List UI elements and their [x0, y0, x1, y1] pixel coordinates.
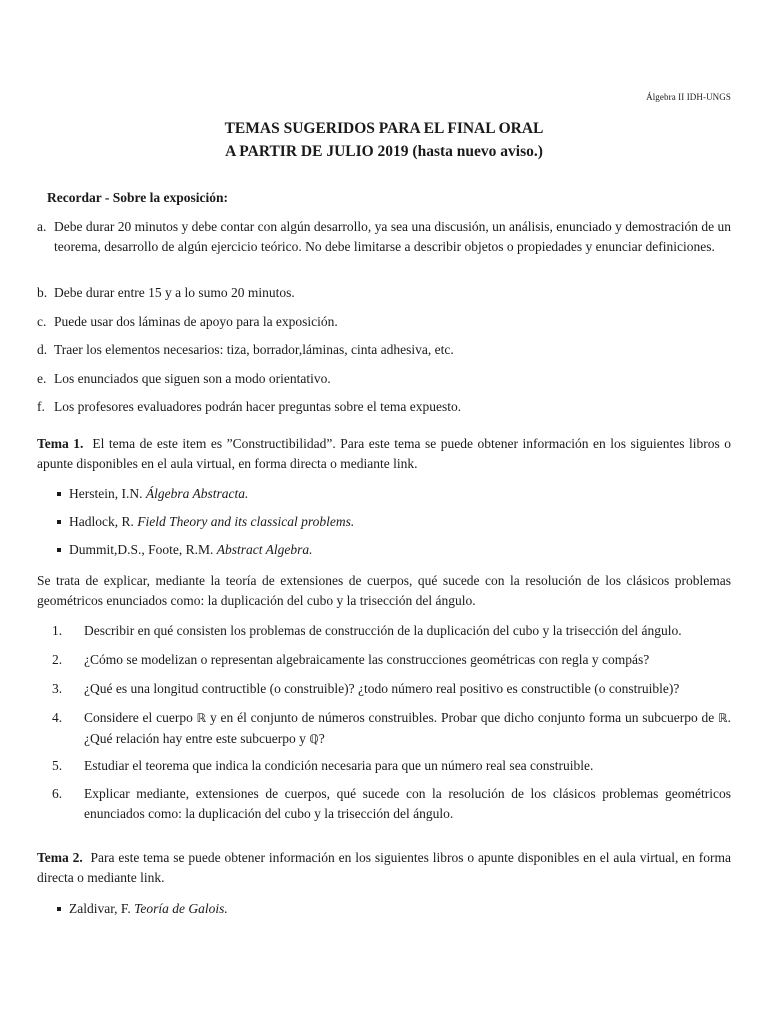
- recordar-item-f: [37, 397, 731, 417]
- recordar-heading: Recordar - Sobre la exposición:: [47, 190, 228, 205]
- tema1-question-4: [52, 708, 731, 749]
- tema1-book-3: [57, 540, 313, 560]
- tema2-label: Tema 2.: [37, 850, 83, 865]
- item-marker: a.: [37, 219, 47, 234]
- tema1-question-3: [52, 679, 731, 699]
- recordar-item-a: [37, 217, 731, 256]
- bullet-icon: [57, 907, 61, 911]
- item-text: Los profesores evaluadores podrán hacer preguntas sobre el tema expuesto.: [54, 399, 462, 414]
- book-author: Herstein, I.N.: [69, 486, 143, 501]
- book-author: Hadlock, R.: [69, 514, 134, 529]
- tema1-question-1: [52, 621, 731, 641]
- book-title: Abstract Algebra.: [216, 542, 313, 557]
- question-marker: 6.: [52, 786, 63, 801]
- tema1-book-2: [57, 512, 354, 532]
- page-title-line-2: A PARTIR DE JULIO 2019 (hasta nuevo aviso.): [225, 143, 543, 160]
- item-marker: c.: [37, 314, 47, 329]
- item-text: Debe durar entre 15 y a lo sumo 20 minutos.: [54, 285, 295, 300]
- book-title: Field Theory and its classical problems.: [137, 514, 355, 529]
- book-author: Dummit,D.S., Foote, R.M.: [69, 542, 214, 557]
- question-marker: 1.: [52, 623, 63, 638]
- tema1-question-6: [52, 784, 731, 823]
- tema2-intro-text: Para este tema se puede obtener información en los siguientes libros o apunte disponibles en el aula virtual, en forma directa o mediante link.: [37, 850, 732, 885]
- question-marker: 4.: [52, 710, 63, 725]
- question-text: Explicar mediante, extensiones de cuerpos, qué sucede con la resolución de los clásicos problemas geométricos enunciados como: la duplicación del cubo y la trisección del ángulo.: [84, 786, 731, 821]
- course-header: Álgebra II IDH-UNGS: [646, 92, 731, 102]
- question-text: Considere el cuerpo ℝ y en él conjunto de números construibles. Probar que dicho conjunto forma un subcuerpo de ℝ. ¿Qué relación hay entre este subcuerpo y ℚ?: [84, 710, 731, 746]
- question-text: ¿Qué es una longitud contructible (o construible)? ¿todo número real positivo es constructible (o construible)?: [84, 681, 680, 696]
- bullet-icon: [57, 520, 61, 524]
- question-text: ¿Cómo se modelizan o representan algebraicamente las construcciones geométricas con regla y compás?: [84, 652, 650, 667]
- item-marker: b.: [37, 285, 48, 300]
- tema1-label: Tema 1.: [37, 436, 84, 451]
- page-title-line-1: TEMAS SUGERIDOS PARA EL FINAL ORAL: [224, 120, 544, 137]
- question-marker: 2.: [52, 652, 63, 667]
- item-text: Traer los elementos necesarios: tiza, borrador,láminas, cinta adhesiva, etc.: [54, 342, 454, 357]
- bullet-icon: [57, 548, 61, 552]
- question-text: Estudiar el teorema que indica la condición necesaria para que un número real sea construible.: [84, 758, 594, 773]
- item-text: Los enunciados que siguen son a modo orientativo.: [54, 371, 331, 386]
- tema2-intro: [37, 848, 731, 887]
- rationals-symbol: ℚ: [309, 731, 319, 746]
- item-marker: d.: [37, 342, 48, 357]
- recordar-item-b: [37, 283, 731, 303]
- recordar-item-e: [37, 369, 731, 389]
- tema1-book-1: [57, 484, 248, 504]
- item-text: Puede usar dos láminas de apoyo para la exposición.: [54, 314, 338, 329]
- tema2-book-1: [57, 899, 228, 919]
- tema1-intro-text: El tema de este item es ”Constructibilidad”. Para este tema se puede obtener información en los siguientes libros o apunte disponibles en el aula virtual, en forma directa o mediante link.: [37, 436, 731, 471]
- item-marker: e.: [37, 371, 47, 386]
- question-marker: 3.: [52, 681, 63, 696]
- recordar-item-d: [37, 340, 731, 360]
- tema1-intro: [37, 434, 731, 473]
- item-text: Debe durar 20 minutos y debe contar con algún desarrollo, ya sea una discusión, un análisis, enunciado y demostración de un teorema, desarrollo de algún ejercicio teórico. No debe limitarse a describir objetos o propiedades y enunciar definiciones.: [54, 219, 731, 254]
- tema1-question-5: [52, 756, 731, 776]
- tema1-question-2: [52, 650, 731, 670]
- book-title: Teoría de Galois.: [134, 901, 228, 916]
- item-marker: f.: [37, 399, 45, 414]
- reals-symbol: ℝ: [718, 711, 728, 725]
- book-title: Álgebra Abstracta.: [145, 486, 249, 501]
- bullet-icon: [57, 492, 61, 496]
- reals-symbol: ℝ: [196, 711, 207, 725]
- recordar-item-c: [37, 312, 731, 332]
- question-text: Describir en qué consisten los problemas de construcción de la duplicación del cubo y la trisección del ángulo.: [84, 623, 682, 638]
- book-author: Zaldivar, F.: [69, 901, 131, 916]
- tema1-description: Se trata de explicar, mediante la teoría de extensiones de cuerpos, qué sucede con la resolución de los clásicos problemas geométricos enunciados como: la duplicación del cubo y la trisección del ángulo.: [37, 573, 731, 608]
- question-marker: 5.: [52, 758, 63, 773]
